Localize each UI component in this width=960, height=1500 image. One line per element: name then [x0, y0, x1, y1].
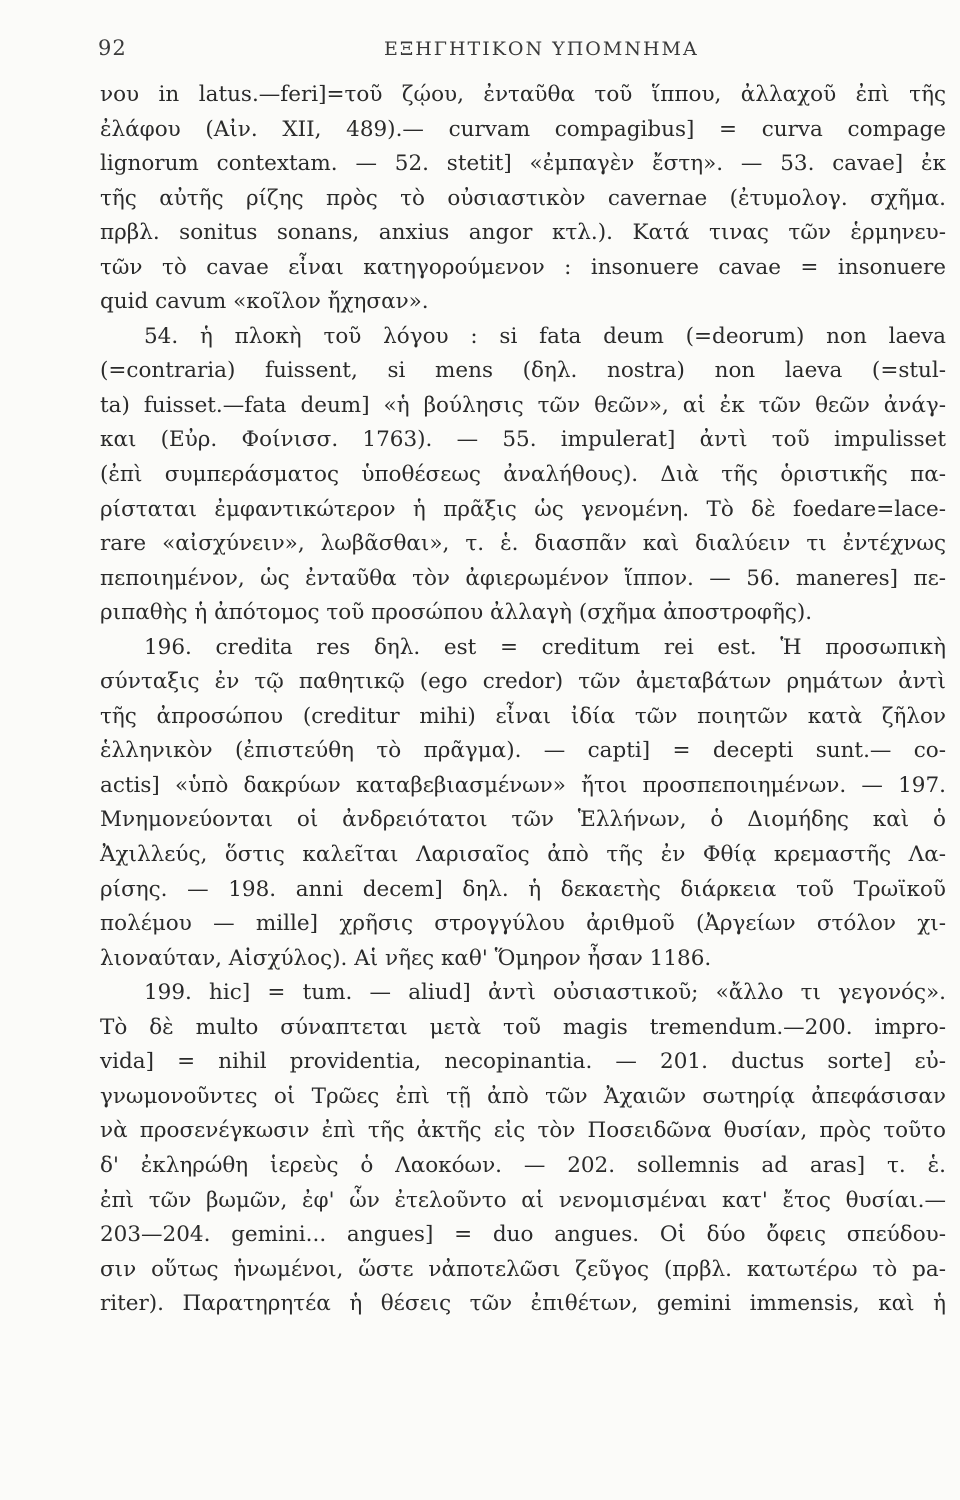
- text-line: νου in latus.—feri]=τοῦ ζῴου, ἐνταῦθα τοῦ ἵππου, ἀλλαχοῦ ἐπὶ τῆς: [100, 82, 946, 107]
- text-line: πρβλ. sonitus sonans, anxius angor κτλ.). Κατά τινας τῶν ἑρμηνευ-: [100, 220, 946, 246]
- text-line: νὰ προσενέγκωσιν ἐπὶ τῆς ἀκτῆς εἰς τὸν Ποσειδῶνα θυσίαν, πρὸς τοῦτο: [100, 1118, 946, 1144]
- text-line: lignorum contextam. — 52. stetit] «ἐμπαγὲν ἔστη». — 53. cavae] ἐκ: [100, 151, 946, 177]
- text-line: τῶν τὸ cavae εἶναι κατηγορούμενον : insonuere cavae = insonuere: [100, 254, 946, 280]
- text-line: 54. ἡ πλοκὴ τοῦ λόγου : si fata deum (=deorum) non laeva: [144, 323, 946, 349]
- text-line: 196. credita res δηλ. est = creditum rei est. Ἡ προσωπικὴ: [144, 634, 946, 660]
- text-line: τῆς ἀπροσώπου (creditur mihi) εἶναι ἰδία τῶν ποιητῶν κατὰ ζῆλον: [100, 703, 946, 729]
- text-line: 199. hic] = tum. — aliud] ἀντὶ οὐσιαστικοῦ; «ἄλλο τι γεγονός».: [144, 980, 946, 1006]
- text-line: (ἐπὶ συμπεράσματος ὑποθέσεως ἀναλήθους). Διὰ τῆς ὁριστικῆς πα-: [100, 462, 946, 488]
- text-line: ἐπὶ τῶν βωμῶν, ἐφ' ὧν ἐτελοῦντο αἱ νενομισμέναι κατ' ἔτος θυσίαι.—: [100, 1187, 946, 1213]
- text-line: ριπαθὴς ἡ ἀπότομος τοῦ προσώπου ἀλλαγὴ (σχῆμα ἀποστροφῆς).: [100, 600, 813, 626]
- text-line: Τὸ δὲ multo σύναπτεται μετὰ τοῦ magis tremendum.—200. impro-: [100, 1014, 946, 1040]
- text-line: και (Εὐρ. Φοίνισσ. 1763). — 55. impulerat] ἀντὶ τοῦ impulisset: [100, 427, 946, 453]
- text-line: σύνταξις ἐν τῷ παθητικῷ (ego credor) τῶν ἀμεταβάτων ρημάτων ἀντὶ: [100, 669, 946, 695]
- running-title: ΕΞΗΓΗΤΙΚΟΝ ΥΠΟΜΝΗΜΑ: [384, 38, 699, 60]
- text-line: rare «αἰσχύνειν», λωβᾶσθαι», τ. ἑ. διασπᾶν καὶ διαλύειν τι ἐντέχνως: [100, 531, 946, 557]
- text-line: λιοναύταν, Αἰσχύλος). Αἱ νῆες καθ' Ὅμηρον ἦσαν 1186.: [100, 945, 712, 971]
- text-line: 203—204. gemini... angues] = duo angues. Οἱ δύο ὄφεις σπεύδου-: [100, 1222, 946, 1248]
- text-line: πολέμου — mille] χρῆσις στρογγύλου ἀριθμοῦ (Ἀργείων στόλον χι-: [100, 911, 946, 937]
- text-line: πεποιημένον, ὡς ἐνταῦθα τὸν ἀφιερωμένον ἵππον. — 56. maneres] πε-: [100, 565, 946, 591]
- text-line: ἑλληνικὸν (ἐπιστεύθη τὸ πρᾶγμα). — capti] = decepti sunt.— co-: [100, 738, 946, 764]
- text-line: σιν οὕτως ἡνωμένοι, ὥστε νἀποτελῶσι ζεῦγος (πρβλ. κατωτέρω τὸ pa-: [100, 1256, 946, 1282]
- text-line: γνωμονοῦντες οἱ Τρῶες ἐπὶ τῇ ἀπὸ τῶν Ἀχαιῶν σωτηρίᾳ ἀπεφάσισαν: [100, 1083, 946, 1109]
- text-line: quid cavum «κοῖλον ἤχησαν».: [100, 289, 429, 315]
- text-line: Μνημονεύονται οἱ ἀνδρειότατοι τῶν Ἑλλήνων, ὁ Διομήδης καὶ ὁ: [100, 807, 946, 833]
- text-line: actis] «ὑπὸ δακρύων καταβεβιασμένων» ἤτοι προσπεποιημένων. — 197.: [100, 772, 946, 798]
- running-header: [98, 36, 948, 66]
- text-line: ρίσταται ἐμφαντικώτερον ἡ πρᾶξις ὡς γενομένη. Τὸ δὲ foedare=lace-: [100, 496, 946, 522]
- page-number: 92: [98, 36, 127, 60]
- commentary-body: [100, 78, 946, 1322]
- text-line: (=contraria) fuissent, si mens (δηλ. nostra) non laeva (=stul-: [100, 358, 946, 384]
- text-line: ἐλάφου (Αἰν. XII, 489).— curvam compagibus] = curva compage: [100, 116, 946, 142]
- text-line: ρίσης. — 198. anni decem] δηλ. ἡ δεκαετὴς διάρκεια τοῦ Τρωϊκοῦ: [100, 876, 946, 902]
- text-line: δ' ἐκληρώθη ἱερεὺς ὁ Λαοκόων. — 202. sollemnis ad aras] τ. ἑ.: [100, 1152, 946, 1178]
- text-line: τῆς αὐτῆς ρίζης πρὸς τὸ οὐσιαστικὸν cavernae (ἐτυμολογ. σχῆμα.: [100, 185, 946, 211]
- text-line: riter). Παρατηρητέα ἡ θέσεις τῶν ἐπιθέτων, gemini immensis, καὶ ἡ: [100, 1291, 946, 1317]
- text-line: ta) fuisset.—fata deum] «ἡ βούλησις τῶν θεῶν», αἱ ἐκ τῶν θεῶν ἀνάγ-: [100, 392, 946, 418]
- text-line: Ἀχιλλεύς, ὅστις καλεῖται Λαρισαῖος ἀπὸ τῆς ἐν Φθίᾳ κρεμαστῆς Λα-: [100, 842, 946, 868]
- text-line: vida] = nihil providentia, necopinantia. — 201. ductus sorte] εὐ-: [100, 1049, 946, 1075]
